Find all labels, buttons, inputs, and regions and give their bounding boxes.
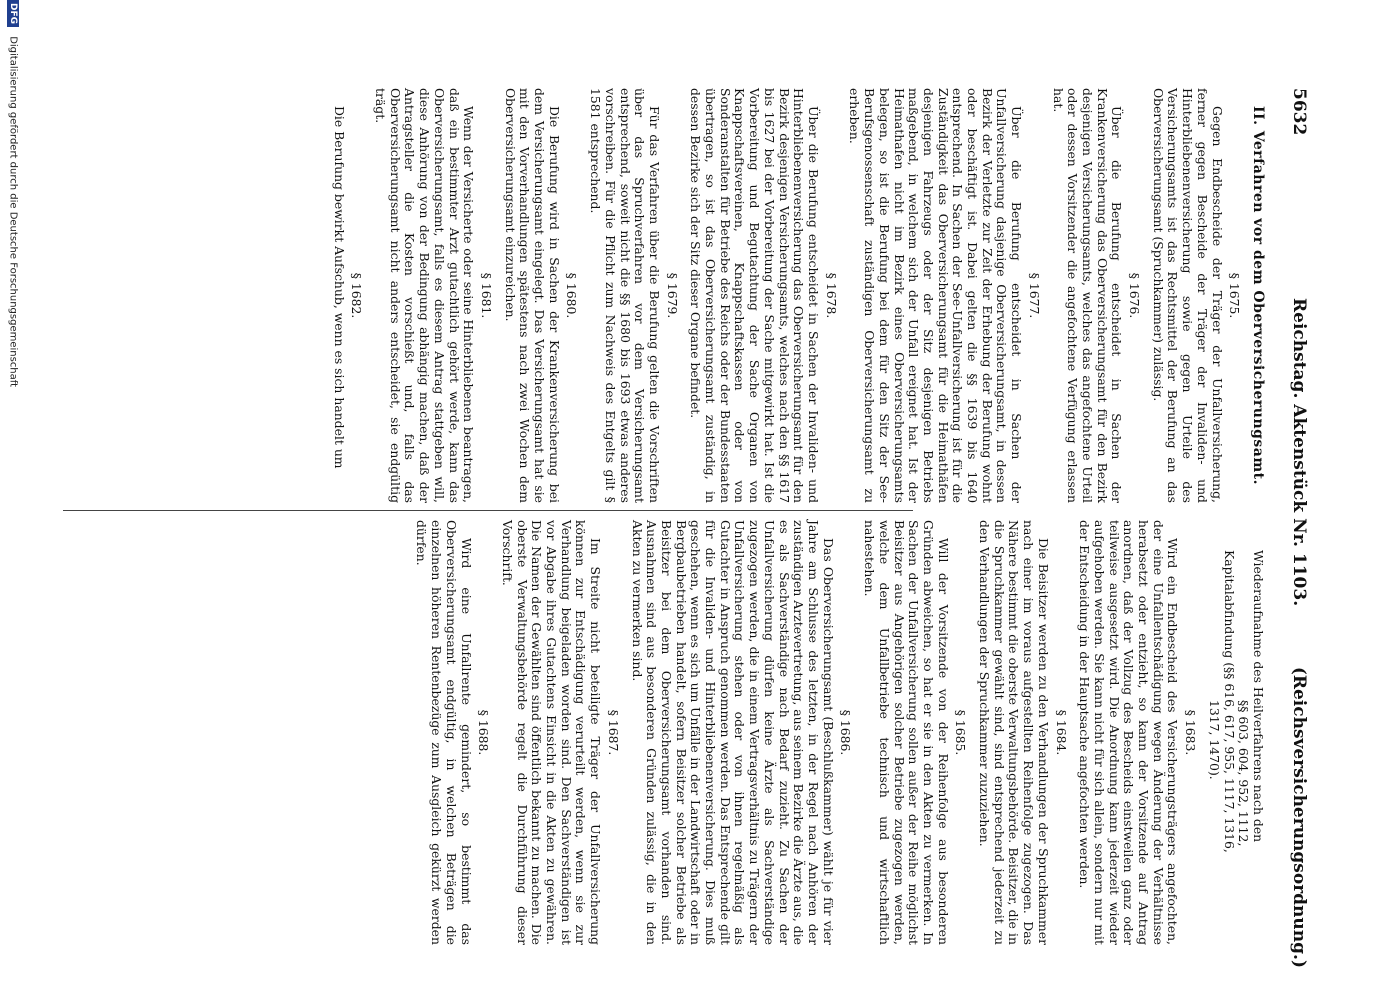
paragraph-text: Wird eine Unfallrente gemindert, so bestimmt das Oberversicherungsamt endgültig, in welchen Beträgen die einzelnen höheren Rentenbezüge zum Ausgleich gekürzt werden dürfen. — [414, 520, 474, 945]
paragraph-number: § 1685. — [953, 709, 969, 756]
paragraph-number: § 1681. — [478, 272, 494, 319]
paragraph-text: Die Beisitzer werden zu den Verhandlungen der Spruchkammer nach einer im voraus aufgestellten Reihenfolge zugezogen. Das Nähere bestimmt die oberste Verwaltungsbehörde. Beisitzer, die in die Spruchkammer gewählt sind, sind entsprechend jederzeit zu den Verhandlungen der Spruchkammer zuzuziehen. — [977, 520, 1051, 945]
paragraph-number: § 1684. — [1053, 709, 1069, 756]
header-subtitle: (Reichsversicherungsordnung.) — [1289, 666, 1309, 968]
column-divider — [63, 510, 913, 511]
paragraph-text: Über die Berufung entscheidet in Sachen der Krankenversicherung das Oberversicherungsamt für den Bezirk desjenigen Versicherungsamts, welches das angefochtene Urteil oder dessen Vorsitzender die angefochtene Verfügung erlassen hat. — [1050, 88, 1125, 503]
page-number: 5632 — [1289, 88, 1309, 136]
paragraph-number: § 1675. — [1227, 272, 1243, 319]
paragraph-1684 — [976, 520, 1067, 945]
paragraph-1676 — [1050, 88, 1141, 503]
paragraph-1686 — [629, 520, 853, 945]
paragraph-text: Über die Berufung entscheidet in Sachen der Unfallversicherung dasjenige Oberversicherungsamt, in dessen Bezirk der Verletzte zur Zeit der Erhebung der Berufung wohnt oder beschäftigt ist. Dabei gelten die §§ 1639 bis 1640 entsprechend. In Sachen der See-Unfallversicherung ist für die Zuständigkeit das Oberversicherungsamt für die Heimathäfen desjenigen Fahrzeugs oder der Sitz desjenigen Betriebs maßgebend, in welchem sich der Unfall ereignet hat. Ist der Heimathafen nicht im Bezirk eines Oberversicherungsamts belegen, so ist die Berufung bei dem für den Sitz der See-Berufsgenossenschaft zuständigen Oberversicherungsamt zu erheben. — [847, 88, 1025, 503]
paragraph-number: § 1686. — [838, 709, 854, 756]
paragraph-1680 — [502, 88, 579, 503]
paragraph-number: § 1678. — [823, 272, 839, 319]
paragraph-1681 — [372, 88, 493, 503]
paragraph-text: Die Berufung bewirkt Aufschub, wenn es sich handelt um — [331, 106, 347, 469]
paragraph-number: § 1688. — [476, 709, 492, 756]
digitization-credit: Digitalisierung gefördert durch die Deutsche Forschungsgemeinschaft — [7, 36, 19, 388]
header-title: Reichstag. Aktenstück Nr. 1103. — [1289, 298, 1309, 607]
paragraph-1688 — [414, 520, 491, 945]
left-column — [331, 88, 1265, 503]
paragraph-number: § 1680. — [564, 272, 580, 319]
paragraph-text: Die Berufung wird in Sachen der Krankenversicherung bei dem Versicherungsamt eingelegt. Das Versicherungsamt hat sie mit den Vorverhandlungen spätestens nach zwei Wochen dem Oberversicherungsamt einzureichen. — [502, 88, 562, 503]
paragraph-1687 — [499, 520, 620, 945]
digitization-footer — [0, 0, 19, 1000]
paragraph-text: Will der Vorsitzende von der Reihenfolge aus besonderen Gründen abweichen, so hat er sie in den Akten zu vermerken. In Sachen der Unfallversicherung sollen außer der Reihe möglichst Beisitzer aus Angehörigen solcher Betriebe zugezogen werden, welche dem Unfallbetriebe technisch und wirtschaftlich nahestehen. — [862, 520, 951, 945]
reference-line: Wiederaufnahme des Heilverfahrens nach den — [1251, 550, 1266, 843]
reference-line: Kapitalabfindung (§§ 616, 617, 955, 1117, 1316, — [1221, 550, 1237, 853]
paragraph-number: § 1677. — [1026, 272, 1042, 319]
section-title: II. Verfahren vor dem Oberversicherungsamt. — [1250, 105, 1266, 486]
paragraph-text: Im Streite nicht beteiligte Träger der Unfallversicherung können zur Entschädigung verurteilt werden, wenn sie zur Verhandlung beigeladen worden sind. Den Sachverständigen ist vor Abgabe ihres Gutachtens Einsicht in die Akten zu gewähren. Die Namen der Gewählten sind öffentlich bekannt zu machen. Die oberste Verwaltungsbehörde regelt die Durchführung dieser Vorschrift. — [499, 520, 604, 945]
paragraph-1683 — [1077, 520, 1198, 945]
paragraph-text: Gegen Endbescheide der Träger der Unfallversicherung, ferner gegen Bescheide der Träger der Invaliden- und Hinterbliebenenversicherung sowie gegen Urteile des Versicherungsamts ist das Rechtsmittel der Berufung an das Oberversicherungsamt (Spruchkammer) zulässig. — [1150, 88, 1225, 503]
paragraph-1677 — [847, 88, 1041, 503]
paragraph-1685 — [861, 520, 967, 945]
reference-list — [1206, 550, 1265, 945]
reference-line: §§ 603, 604, 952, 1112, — [1236, 700, 1252, 847]
dfg-logo: DFG — [7, 0, 19, 27]
paragraph-number: § 1683. — [1183, 709, 1199, 756]
paragraph-text: Über die Berufung entscheidet in Sachen der Invaliden- und Hinterbliebenenversicherung das Oberversicherungsamt für den Bezirk desjenigen Versicherungsamts, welches nach den §§ 1617 bis 1627 bei der Vorbereitung der Sache mitgewirkt hat. Ist die Vorbereitung und Begutachtung der Sache Organen von Knappschaftsvereinen, Knappschaftskassen oder von Sonderanstalten für Betriebe des Reichs oder der Bundesstaaten übertragen, so ist das Oberversicherungsamt zuständig, in dessen Bezirke sich der Sitz dieser Organe befindet. — [688, 88, 822, 503]
paragraph-text: Das Oberversicherungsamt (Beschlußkammer) wählt je für vier Jahre am Schlusse des letzten, in der Regel nach Anhören der zuständigen Arztevertretung, aus seinem Bezirke die Ärzte aus, die es als Sachverständige nach Bedarf zuzieht. Zu Sachen der Unfallversicherung dürfen keine Ärzte als Sachverständige zugezogen werden, die in einem Vertragsverhältnis zu Trägern der Unfallversicherung stehen oder von ihnen regelmäßig als Gutachter in Anspruch genommen werden. Das Entsprechende gilt für die Invaliden- und Hinterbliebenenversicherung. Dies muß geschehen, wenn es sich um Unfälle in der Landwirtschaft oder in Bergbaubetrieben handelt, sofern Beisitzer solcher Betriebe als Beisitzer bei dem Oberversicherungsamt vorhanden sind. Ausnahmen sind aus besonderen Gründen zulässig, die in den Akten zu vermerken sind. — [629, 520, 836, 945]
paragraph-number: § 1676. — [1127, 272, 1143, 319]
reference-line: 1317, 1470). — [1206, 700, 1222, 780]
paragraph-number: § 1679. — [664, 272, 680, 319]
page-header — [1281, 88, 1309, 968]
paragraph-1675 — [1150, 88, 1241, 503]
paragraph-1678 — [688, 88, 838, 503]
right-column — [414, 520, 1265, 945]
paragraph-1679 — [587, 88, 678, 503]
paragraph-text: Für das Verfahren über die Berufung gelten die Vorschriften über das Spruchverfahren vor dem Versicherungsamt entsprechend, soweit nicht die §§ 1680 bis 1693 etwas anderes vorschreiben. Für die Pflicht zum Nachweis des Entgelts gilt § 1581 entsprechend. — [588, 88, 662, 503]
paragraph-number: § 1687. — [605, 709, 621, 756]
paragraph-number: § 1682. — [349, 272, 365, 319]
paragraph-text: Wird ein Endbescheid des Versicherungsträgers angefochten, der eine Unfallentschädigung wegen Änderung der Verhältnisse herabsetzt oder entzieht, so kann der Vorsitzende auf Antrag anordnen, daß der Vollzug des Bescheids einstweilen ganz oder teilweise ausgesetzt wird. Die Anordnung kann jederzeit wieder aufgehoben werden. Sie kann nicht für sich allein, sondern nur mit der Entscheidung in der Hauptsache angefochten werden. — [1077, 520, 1181, 945]
paragraph-text: Wenn der Versicherte oder seine Hinterbliebenen beantragen, daß ein bestimmter Arzt gutachtlich gehört werde, kann das Oberversicherungsamt, falls es diesem Antrag stattgeben will, diese Anhörung von der Bedingung abhängig machen, daß der Antragsteller die Kosten vorschießt und, falls das Oberversicherungsamt nicht anders entscheidet, sie endgültig trägt. — [373, 88, 477, 503]
paragraph-1682 — [331, 88, 363, 503]
